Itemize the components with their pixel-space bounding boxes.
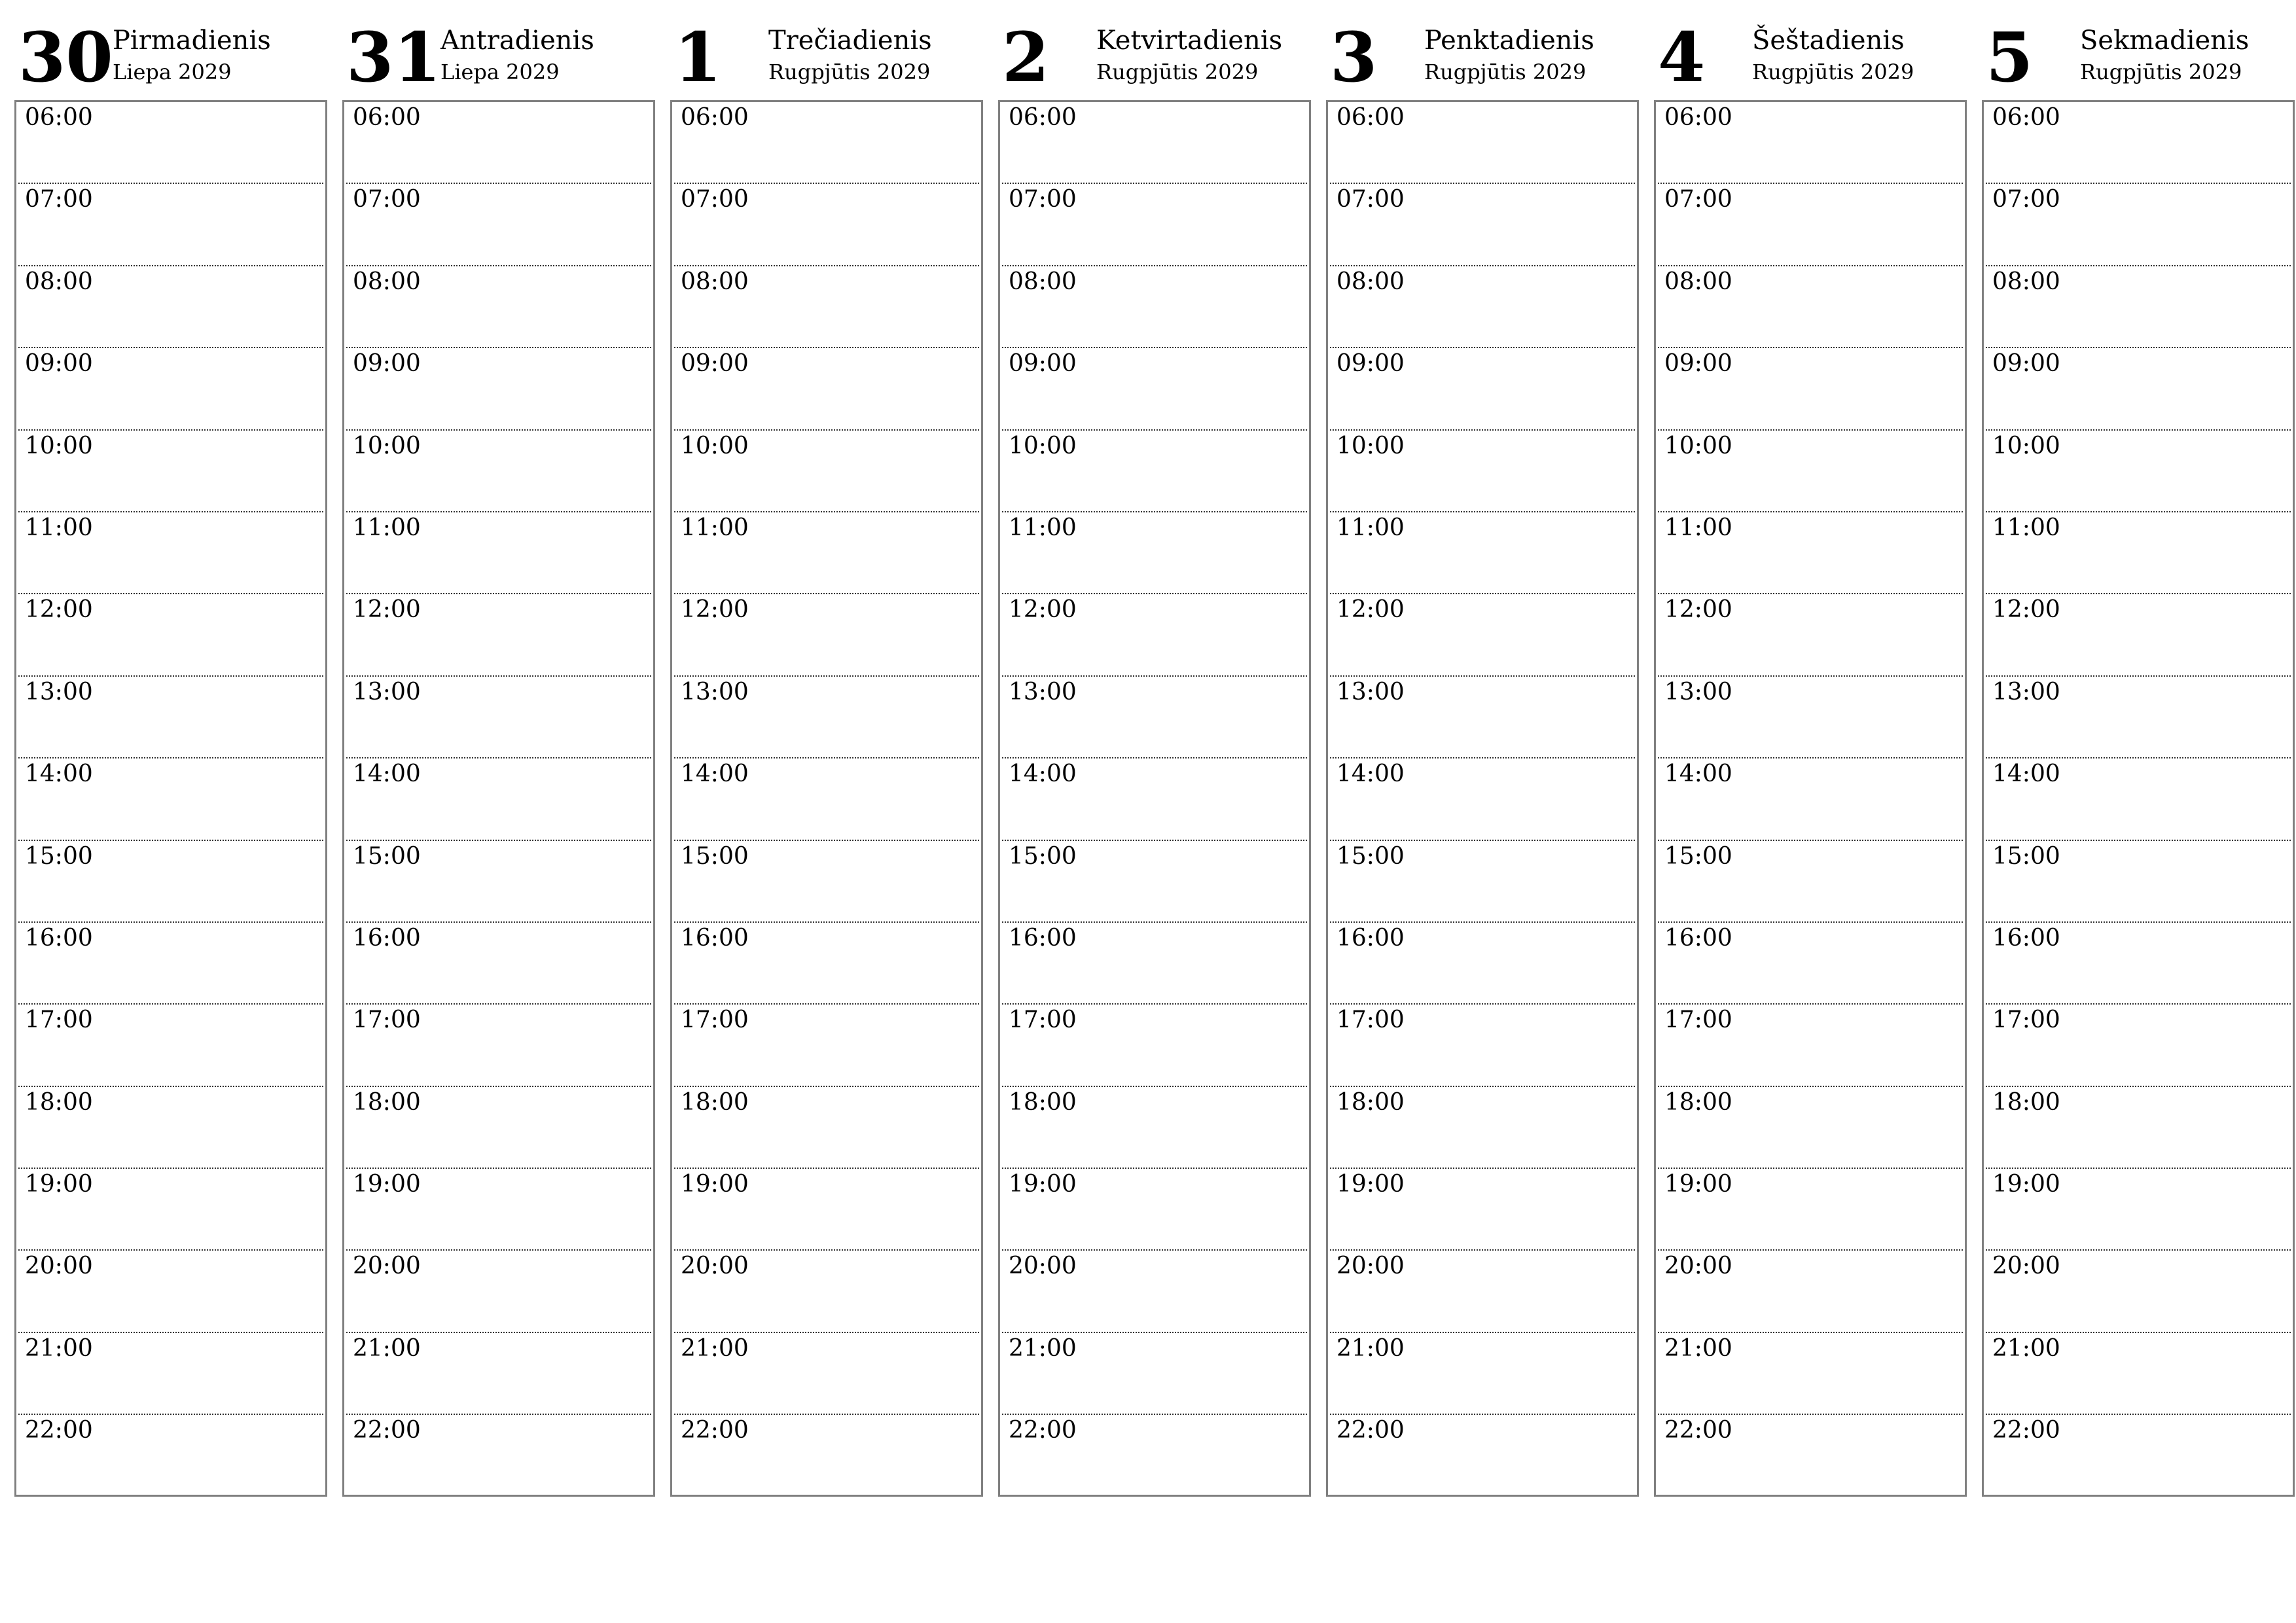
time-slot[interactable]: 20:00	[18, 1251, 323, 1332]
time-slots	[1326, 100, 1639, 1497]
day-header	[998, 0, 1311, 100]
day-name: Ketvirtadienis	[1096, 26, 1283, 56]
day-name: Šeštadienis	[1752, 26, 1905, 56]
time-slot[interactable]: 19:00	[1002, 1169, 1307, 1251]
time-slot[interactable]: 14:00	[1986, 758, 2291, 840]
time-slot[interactable]: 06:00	[18, 102, 323, 184]
time-slot[interactable]: 10:00	[674, 431, 979, 512]
day-column	[342, 0, 655, 1499]
time-slot[interactable]: 18:00	[1986, 1087, 2291, 1169]
time-slot[interactable]: 14:00	[18, 758, 323, 840]
day-header	[1654, 0, 1967, 100]
time-slot[interactable]: 15:00	[674, 841, 979, 923]
time-slot[interactable]: 21:00	[1330, 1333, 1635, 1415]
time-slot[interactable]: 15:00	[1658, 841, 1963, 923]
time-slot[interactable]: 16:00	[1002, 923, 1307, 1005]
time-slot[interactable]: 09:00	[18, 348, 323, 430]
time-slot[interactable]: 08:00	[18, 266, 323, 348]
day-month: Rugpjūtis 2029	[1096, 60, 1259, 84]
time-slot[interactable]: 07:00	[346, 184, 651, 266]
time-slot[interactable]: 13:00	[1658, 677, 1963, 758]
time-slot[interactable]: 12:00	[1986, 594, 2291, 676]
time-slot[interactable]: 20:00	[1330, 1251, 1635, 1332]
day-column	[1982, 0, 2295, 1499]
day-number: 1	[674, 17, 722, 98]
time-slot[interactable]: 12:00	[674, 594, 979, 676]
time-slot[interactable]: 12:00	[1330, 594, 1635, 676]
day-column	[1654, 0, 1967, 1499]
time-slot[interactable]: 17:00	[674, 1005, 979, 1086]
time-slot[interactable]: 20:00	[1002, 1251, 1307, 1332]
time-slot[interactable]: 10:00	[346, 431, 651, 512]
time-slots	[998, 100, 1311, 1497]
time-slot[interactable]: 11:00	[1330, 512, 1635, 594]
time-slots	[1654, 100, 1967, 1497]
time-slot[interactable]: 20:00	[346, 1251, 651, 1332]
weekly-planner	[14, 0, 2288, 1499]
time-slot[interactable]: 12:00	[346, 594, 651, 676]
time-slot[interactable]: 08:00	[674, 266, 979, 348]
time-slot[interactable]: 16:00	[1658, 923, 1963, 1005]
time-slot[interactable]: 11:00	[18, 512, 323, 594]
time-slot[interactable]: 22:00	[1664, 1417, 1732, 1444]
time-slot[interactable]: 14:00	[1658, 758, 1963, 840]
time-slot[interactable]: 09:00	[346, 348, 651, 430]
time-slot[interactable]: 21:00	[674, 1333, 979, 1415]
time-slot[interactable]: 19:00	[346, 1169, 651, 1251]
day-header	[342, 0, 655, 100]
time-slot[interactable]: 15:00	[18, 841, 323, 923]
time-slot[interactable]: 22:00	[25, 1417, 93, 1444]
time-slots	[342, 100, 655, 1497]
day-name: Trečiadienis	[768, 26, 932, 56]
time-slot[interactable]: 17:00	[1986, 1005, 2291, 1086]
time-slot[interactable]: 19:00	[1986, 1169, 2291, 1251]
time-slot[interactable]: 19:00	[1658, 1169, 1963, 1251]
time-slot[interactable]: 06:00	[1986, 102, 2291, 184]
time-slot[interactable]: 07:00	[1330, 184, 1635, 266]
time-slot[interactable]: 22:00	[681, 1417, 749, 1444]
time-slot[interactable]: 15:00	[1002, 841, 1307, 923]
time-slot[interactable]: 07:00	[1986, 184, 2291, 266]
time-slot[interactable]: 14:00	[346, 758, 651, 840]
time-slot[interactable]: 22:00	[1009, 1417, 1077, 1444]
time-slot[interactable]: 06:00	[1002, 102, 1307, 184]
time-slot[interactable]: 16:00	[1330, 923, 1635, 1005]
time-slot[interactable]: 09:00	[1330, 348, 1635, 430]
time-slot[interactable]: 17:00	[1658, 1005, 1963, 1086]
time-slot[interactable]: 06:00	[1330, 102, 1635, 184]
day-month: Rugpjūtis 2029	[2080, 60, 2242, 84]
time-slot[interactable]: 15:00	[1986, 841, 2291, 923]
time-slot[interactable]: 12:00	[18, 594, 323, 676]
time-slot[interactable]: 21:00	[1986, 1333, 2291, 1415]
time-slot[interactable]: 22:00	[353, 1417, 421, 1444]
time-slot[interactable]: 12:00	[1002, 594, 1307, 676]
time-slot[interactable]: 11:00	[1658, 512, 1963, 594]
day-header	[14, 0, 327, 100]
time-slot[interactable]: 16:00	[674, 923, 979, 1005]
day-name: Sekmadienis	[2080, 26, 2250, 56]
time-slot[interactable]: 11:00	[1002, 512, 1307, 594]
time-slot[interactable]: 13:00	[346, 677, 651, 758]
time-slot[interactable]: 18:00	[1330, 1087, 1635, 1169]
time-slot[interactable]: 10:00	[1986, 431, 2291, 512]
time-slot[interactable]: 19:00	[674, 1169, 979, 1251]
day-month: Liepa 2029	[440, 60, 560, 84]
time-slot[interactable]: 16:00	[346, 923, 651, 1005]
time-slot[interactable]: 09:00	[674, 348, 979, 430]
day-number: 31	[346, 17, 441, 98]
time-slot[interactable]: 13:00	[1002, 677, 1307, 758]
time-slot[interactable]: 06:00	[1658, 102, 1963, 184]
time-slot[interactable]: 10:00	[18, 431, 323, 512]
day-column	[998, 0, 1311, 1499]
day-column	[1326, 0, 1639, 1499]
time-slot[interactable]: 21:00	[1002, 1333, 1307, 1415]
day-column	[14, 0, 327, 1499]
day-number: 3	[1330, 17, 1378, 98]
time-slot[interactable]: 19:00	[18, 1169, 323, 1251]
day-header	[1326, 0, 1639, 100]
day-header	[1982, 0, 2295, 100]
time-slot[interactable]: 18:00	[18, 1087, 323, 1169]
time-slot[interactable]: 09:00	[1986, 348, 2291, 430]
time-slot[interactable]: 12:00	[1658, 594, 1963, 676]
time-slot[interactable]: 18:00	[346, 1087, 651, 1169]
time-slot[interactable]: 20:00	[674, 1251, 979, 1332]
time-slots	[670, 100, 983, 1497]
time-slots	[1982, 100, 2295, 1497]
day-number: 4	[1658, 17, 1706, 98]
day-number: 30	[18, 17, 113, 98]
time-slot[interactable]: 06:00	[674, 102, 979, 184]
time-slot[interactable]: 10:00	[1330, 431, 1635, 512]
time-slot[interactable]: 08:00	[1986, 266, 2291, 348]
time-slot[interactable]: 14:00	[674, 758, 979, 840]
time-slot[interactable]: 10:00	[1002, 431, 1307, 512]
time-slot[interactable]: 06:00	[346, 102, 651, 184]
day-name: Pirmadienis	[113, 26, 271, 56]
time-slot[interactable]: 11:00	[346, 512, 651, 594]
time-slot[interactable]: 09:00	[1002, 348, 1307, 430]
time-slot[interactable]: 07:00	[1002, 184, 1307, 266]
time-slots	[14, 100, 327, 1497]
time-slot[interactable]: 18:00	[674, 1087, 979, 1169]
time-slot[interactable]: 15:00	[1330, 841, 1635, 923]
time-slot[interactable]: 16:00	[18, 923, 323, 1005]
time-slot[interactable]: 20:00	[1658, 1251, 1963, 1332]
day-name: Antradienis	[440, 26, 594, 56]
time-slot[interactable]: 08:00	[346, 266, 651, 348]
time-slot[interactable]: 21:00	[346, 1333, 651, 1415]
time-slot[interactable]: 07:00	[1658, 184, 1963, 266]
time-slot[interactable]: 13:00	[1330, 677, 1635, 758]
time-slot[interactable]: 13:00	[18, 677, 323, 758]
time-slot[interactable]: 08:00	[1002, 266, 1307, 348]
time-slot[interactable]: 21:00	[1658, 1333, 1963, 1415]
time-slot[interactable]: 18:00	[1658, 1087, 1963, 1169]
day-month: Rugpjūtis 2029	[1752, 60, 1914, 84]
time-slot[interactable]: 15:00	[346, 841, 651, 923]
time-slot[interactable]: 17:00	[1002, 1005, 1307, 1086]
time-slot[interactable]: 14:00	[1330, 758, 1635, 840]
time-slot[interactable]: 17:00	[346, 1005, 651, 1086]
time-slot[interactable]: 07:00	[18, 184, 323, 266]
time-slot[interactable]: 09:00	[1658, 348, 1963, 430]
time-slot[interactable]: 22:00	[1336, 1417, 1405, 1444]
time-slot[interactable]: 22:00	[1992, 1417, 2060, 1444]
time-slot[interactable]: 10:00	[1658, 431, 1963, 512]
time-slot[interactable]: 13:00	[1986, 677, 2291, 758]
time-slot[interactable]: 11:00	[674, 512, 979, 594]
day-name: Penktadienis	[1424, 26, 1594, 56]
time-slot[interactable]: 08:00	[1658, 266, 1963, 348]
time-slot[interactable]: 16:00	[1986, 923, 2291, 1005]
time-slot[interactable]: 17:00	[1330, 1005, 1635, 1086]
day-month: Liepa 2029	[113, 60, 232, 84]
time-slot[interactable]: 18:00	[1002, 1087, 1307, 1169]
time-slot[interactable]: 13:00	[674, 677, 979, 758]
day-header	[670, 0, 983, 100]
day-number: 5	[1986, 17, 2034, 98]
time-slot[interactable]: 11:00	[1986, 512, 2291, 594]
time-slot[interactable]: 14:00	[1002, 758, 1307, 840]
time-slot[interactable]: 17:00	[18, 1005, 323, 1086]
time-slot[interactable]: 08:00	[1330, 266, 1635, 348]
day-month: Rugpjūtis 2029	[1424, 60, 1587, 84]
time-slot[interactable]: 21:00	[18, 1333, 323, 1415]
time-slot[interactable]: 07:00	[674, 184, 979, 266]
day-number: 2	[1002, 17, 1050, 98]
day-month: Rugpjūtis 2029	[768, 60, 931, 84]
day-column	[670, 0, 983, 1499]
time-slot[interactable]: 20:00	[1986, 1251, 2291, 1332]
time-slot[interactable]: 19:00	[1330, 1169, 1635, 1251]
